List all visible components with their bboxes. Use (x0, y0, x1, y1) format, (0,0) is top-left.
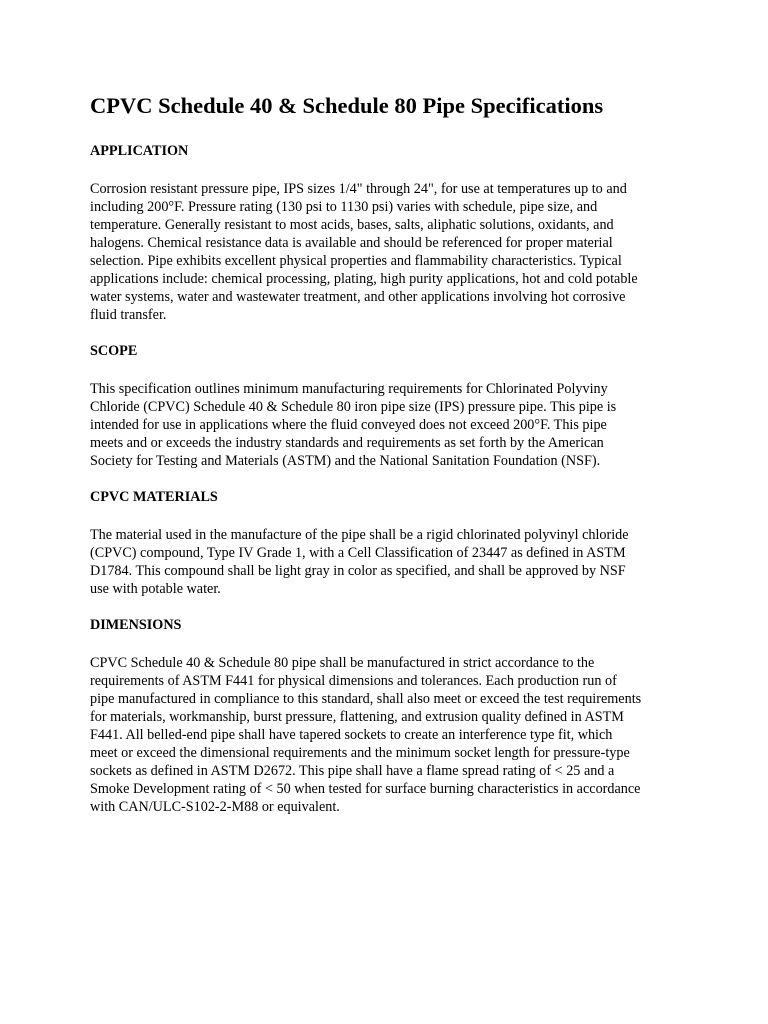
text-line: Corrosion resistant pressure pipe, IPS sizes 1/4" through 24", for use at temperatures up to and (90, 181, 627, 197)
text-line: sockets as defined in ASTM D2672. This pipe shall have a flame spread rating of < 25 and a (90, 763, 615, 779)
text-line: selection. Pipe exhibits excellent physical properties and flammability characteristics. Typical (90, 253, 622, 269)
text-line: This specification outlines minimum manufacturing requirements for Chlorinated Polyviny (90, 381, 608, 397)
text-line: intended for use in applications where the fluid conveyed does not exceed 200°F. This pipe (90, 417, 607, 433)
text-line: CPVC Schedule 40 & Schedule 80 pipe shall be manufactured in strict accordance to the (90, 655, 595, 671)
text-line: applications include: chemical processing, plating, high purity applications, hot and cold potable (90, 271, 638, 287)
text-line: for materials, workmanship, burst pressure, flattening, and extrusion quality defined in ASTM (90, 709, 624, 725)
text-line: requirements of ASTM F441 for physical dimensions and tolerances. Each production run of (90, 673, 617, 689)
text-line: with CAN/ULC-S102-2-M88 or equivalent. (90, 799, 340, 815)
section-body-cpvc-materials (90, 526, 680, 598)
text-line: meets and or exceeds the industry standards and requirements as set forth by the American (90, 435, 604, 451)
section-cpvc-materials (90, 488, 680, 598)
document-title: CPVC Schedule 40 & Schedule 80 Pipe Specifications (90, 93, 604, 118)
text-line: water systems, water and wastewater treatment, and other applications involving hot corrosive (90, 289, 626, 305)
text-line: D1784. This compound shall be light gray in color as specified, and shall be approved by NSF (90, 563, 626, 579)
text-line: Smoke Development rating of < 50 when tested for surface burning characteristics in accordance (90, 781, 641, 797)
text-line: Society for Testing and Materials (ASTM) and the National Sanitation Foundation (NSF). (90, 453, 601, 469)
text-line: pipe manufactured in compliance to this standard, shall also meet or exceed the test requirements (90, 691, 642, 707)
section-body-scope (90, 380, 680, 470)
text-line: fluid transfer. (90, 307, 167, 323)
text-line: F441. All belled-end pipe shall have tapered sockets to create an interference type fit, which (90, 727, 613, 743)
section-heading-scope: SCOPE (90, 343, 138, 359)
section-heading-dimensions: DIMENSIONS (90, 617, 182, 633)
text-line: (CPVC) compound, Type IV Grade 1, with a Cell Classification of 23447 as defined in ASTM (90, 545, 626, 561)
text-line: use with potable water. (90, 581, 221, 597)
text-line: halogens. Chemical resistance data is available and should be referenced for proper material (90, 235, 613, 251)
section-scope (90, 342, 680, 470)
section-heading-cpvc-materials: CPVC MATERIALS (90, 489, 218, 505)
text-line: meet or exceed the dimensional requirements and the minimum socket length for pressure-type (90, 745, 630, 761)
text-line: including 200°F. Pressure rating (130 psi to 1130 psi) varies with schedule, pipe size, and (90, 199, 598, 215)
section-application (90, 142, 680, 324)
document-page (90, 92, 680, 834)
text-line: Chloride (CPVC) Schedule 40 & Schedule 80 iron pipe size (IPS) pressure pipe. This pipe is (90, 399, 617, 415)
section-dimensions (90, 616, 680, 816)
text-line: temperature. Generally resistant to most acids, bases, salts, aliphatic solutions, oxidants, and (90, 217, 614, 233)
section-body-application (90, 180, 680, 324)
text-line: The material used in the manufacture of the pipe shall be a rigid chlorinated polyvinyl chloride (90, 527, 629, 543)
section-heading-application: APPLICATION (90, 143, 189, 159)
section-body-dimensions (90, 654, 680, 816)
